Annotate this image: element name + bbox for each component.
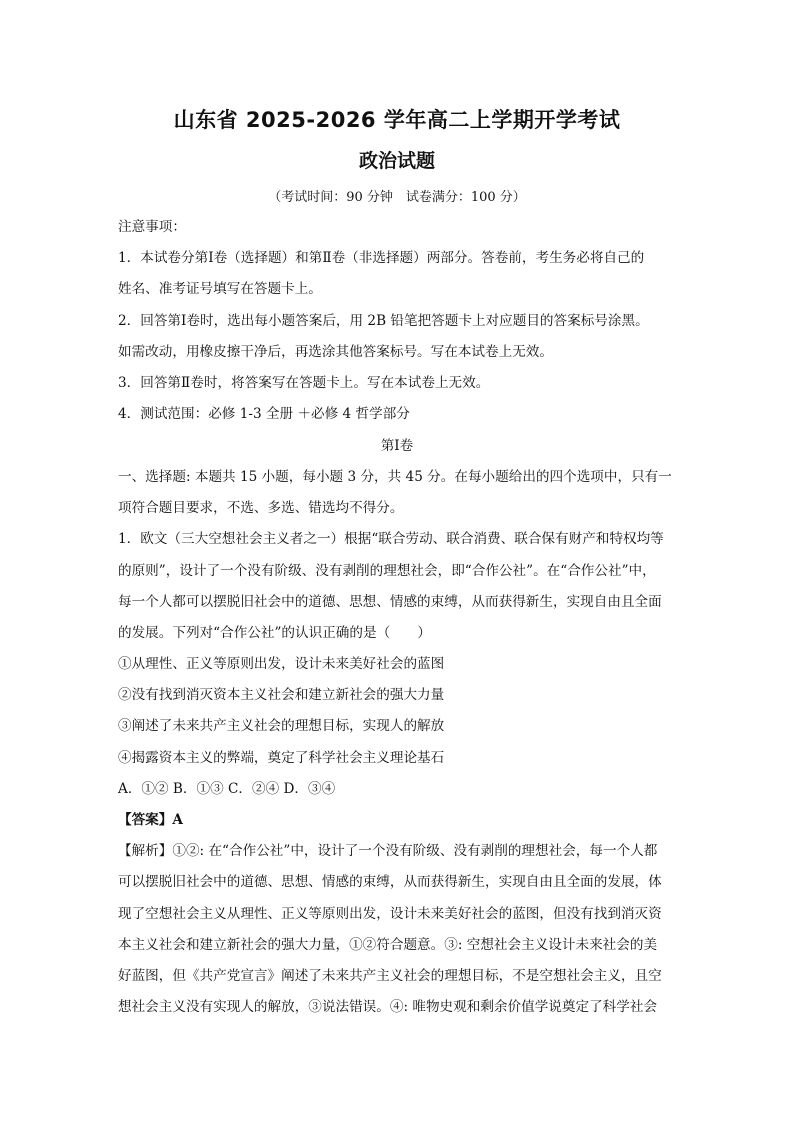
analysis-line: 本主义社会和建立新社会的强大力量，①②符合题意。③: 空想社会主义设计未来社会的美 <box>118 937 658 953</box>
subject-title: 政治试题 <box>358 150 435 172</box>
question-option: ②没有找到消灭资本主义社会和建立新社会的强大力量 <box>118 687 445 703</box>
section-label: 第Ⅰ卷 <box>380 438 414 454</box>
question-option: ④揭露资本主义的弊端，奠定了科学社会主义理论基石 <box>118 750 445 766</box>
analysis-line: 现了空想社会主义从理性、正义等原则出发，设计未来美好社会的蓝图，但没有找到消灭资 <box>118 906 662 922</box>
answer-choices: A．①② B．①③ C．②④ D．③④ <box>118 781 336 797</box>
section-intro-line: 项符合题目要求，不选、多选、错选均不得分。 <box>118 500 404 516</box>
analysis-line: 【解析】①②: 在“合作公社”中，设计了一个没有阶级、没有剥削的理想社会，每一个人都 <box>118 843 658 859</box>
question-stem-line: 的发展。下列对“合作公社”的认识正确的是（ ） <box>118 625 431 641</box>
analysis-line: 想社会主义没有实现人的解放，③说法错误。④: 唯物史观和剩余价值学说奠定了科学社会 <box>118 999 658 1015</box>
question-stem-line: 的原则”，设计了一个没有阶级、没有剥削的理想社会，即“合作公社”。在“合作公社”中， <box>118 563 656 579</box>
analysis-line: 好蓝图，但《共产党宣言》阐述了未来共产主义社会的理想目标，不是空想社会主义，且空 <box>118 968 662 984</box>
question-stem-line: 每一个人都可以摆脱旧社会中的道德、思想、情感的束缚，从而获得新生，实现自由且全面 <box>118 594 662 610</box>
exam-info: （考试时间：90 分钟 试卷满分：100 分） <box>268 190 526 205</box>
note-line: 如需改动，用橡皮擦干净后，再选涂其他答案标号。写在本试卷上无效。 <box>118 344 553 360</box>
note-line: 1．本试卷分第Ⅰ卷（选择题）和第Ⅱ卷（非选择题）两部分。答卷前，考生务必将自己的 <box>118 250 645 266</box>
note-line: 4．测试范围：必修 1-3 全册 ＋必修 4 哲学部分 <box>118 406 410 422</box>
question-option: ①从理性、正义等原则出发，设计未来美好社会的蓝图 <box>118 656 445 672</box>
note-line: 姓名、准考证号填写在答题卡上。 <box>118 281 322 297</box>
question-option: ③阐述了未来共产主义社会的理想目标，实现人的解放 <box>118 718 445 734</box>
exam-title: 山东省 2025-2026 学年高二上学期开学考试 <box>173 108 621 132</box>
answer-label: 【答案】A <box>118 812 183 828</box>
notes-heading: 注意事项： <box>118 219 186 235</box>
analysis-line: 可以摆脱旧社会中的道德、思想、情感的束缚，从而获得新生，实现自由且全面的发展，体 <box>118 874 662 890</box>
question-stem-line: 1．欧文（三大空想社会主义者之一）根据“联合劳动、联合消费、联合保有财产和特权均等 <box>118 531 664 547</box>
note-line: 3．回答第Ⅱ卷时，将答案写在答题卡上。写在本试卷上无效。 <box>118 375 490 391</box>
note-line: 2．回答第Ⅰ卷时，选出每小题答案后，用 2B 铅笔把答题卡上对应题目的答案标号涂黑。 <box>118 313 649 329</box>
section-intro-line: 一、选择题: 本题共 15 小题，每小题 3 分，共 45 分。在每小题给出的四个选项中，只有一 <box>118 469 672 485</box>
